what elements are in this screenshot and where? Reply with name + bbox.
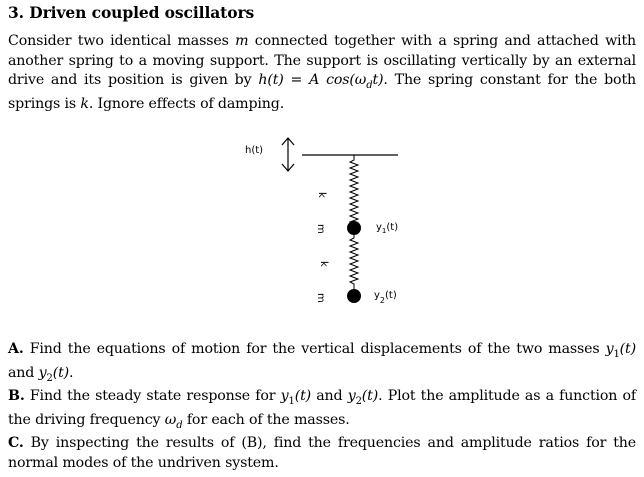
part-c-text-1: By inspecting the results of (B), find the frequencies and amplitude ratios for the normal modes of the undriven system. — [8, 435, 636, 471]
drive-equation-main: h(t) = A cos(ω — [258, 72, 367, 88]
drive-equation-sub: d — [366, 79, 373, 91]
part-b — [8, 387, 636, 436]
part-a-y2: y — [38, 365, 47, 382]
mass-2 — [347, 289, 361, 303]
intro-spring-constant: k — [80, 96, 89, 113]
part-b-omega: ω — [164, 412, 177, 429]
part-b-y1-sub: 1 — [288, 395, 295, 407]
spring-bottom — [350, 235, 358, 290]
y1-main: y — [376, 222, 382, 233]
drive-equation-end: t) — [372, 72, 384, 88]
part-b-y2: y — [347, 388, 356, 404]
part-b-y2-tail: (t) — [361, 388, 379, 404]
y1-sub: 1 — [381, 227, 387, 235]
k-label-2: k — [318, 261, 329, 267]
problem-heading: 3. Driven coupled oscillators — [8, 3, 255, 22]
y1-tail: (t) — [386, 222, 399, 233]
part-a-text-1: Find the equations of motion for the vertical displacements of the two masses — [23, 341, 606, 357]
part-b-text-3: . Plot the amplitude as a function of the driving frequency — [8, 388, 636, 429]
oscillator-diagram — [0, 130, 644, 320]
y2-main: y — [374, 290, 380, 301]
part-a-y1-tail: (t) — [619, 341, 636, 357]
intro-drive-equation — [258, 72, 384, 91]
part-c — [8, 434, 636, 473]
y2-sub: 2 — [379, 296, 386, 305]
part-b-label: B. — [8, 388, 25, 404]
part-a-y2-sub: 2 — [46, 373, 53, 385]
m-label-2: m — [315, 293, 326, 303]
part-a-y2-tail: (t) — [52, 365, 70, 382]
y2-tail: (t) — [385, 290, 397, 301]
double-arrow-icon — [282, 138, 294, 171]
part-b-text-1: Find the steady state response for — [24, 388, 281, 404]
intro-mass-symbol: m — [235, 33, 249, 49]
k-label-1: k — [316, 192, 327, 198]
problem-intro — [8, 32, 636, 115]
part-a-y1: y — [605, 341, 614, 357]
m-label-1: m — [315, 224, 326, 234]
part-a — [8, 340, 636, 389]
intro-text-4: . Ignore effects of damping. — [88, 96, 285, 113]
intro-text-1: Consider two identical masses — [8, 33, 236, 49]
part-b-y1-tail: (t) — [294, 388, 312, 404]
intro-text-2: connected together with a spring and attached with another spring to a moving support. The support is oscillating vertically by an external drive and its position is given by — [8, 33, 636, 88]
intro-text-3: . The spring constant for the both springs is — [8, 72, 636, 113]
part-b-omega-sub: d — [176, 420, 183, 432]
mass-1 — [347, 221, 361, 235]
part-c-label: C. — [8, 435, 24, 451]
part-b-text-2: and — [311, 388, 348, 404]
y1-label — [376, 222, 398, 235]
part-b-y2-sub: 2 — [355, 395, 362, 407]
part-a-text-3: . — [69, 365, 74, 382]
part-a-text-2: and — [8, 365, 39, 382]
part-b-text-4: for each of the masses. — [182, 412, 350, 429]
h-label: h(t) — [245, 145, 264, 156]
part-b-y1: y — [280, 388, 289, 404]
part-a-y1-sub: 1 — [613, 348, 620, 360]
oscillator-figure — [0, 130, 644, 320]
part-a-label: A. — [8, 341, 24, 357]
spring-top — [350, 155, 358, 228]
y2-label — [374, 290, 397, 305]
